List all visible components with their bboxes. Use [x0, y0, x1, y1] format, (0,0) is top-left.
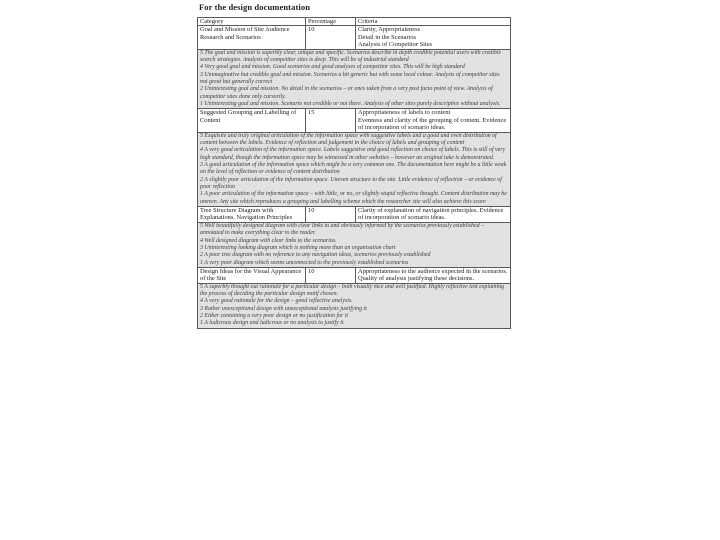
- grade-level-2: 2 A slightly poor articulation of the information space. Uneven structure to the site. Little evidence of reflection – or evidence of poor reflection: [200, 176, 502, 190]
- grade-level-3: 3 Rather unexceptional design with unexceptional analysis justifying it: [200, 305, 367, 312]
- grade-level-5: 5 The goal and mission is superbly clear, unique and specific. Scenarios describe in depth credible potential users with credible search strategies. Analysis of competitor sites is deep. This will be of industrial standard: [200, 49, 502, 63]
- grade-level-4: 4 Very good goal and mission. Good scenarios and good analyses of competitor sites. This will be high standard: [200, 64, 465, 71]
- section-category: Tree Structure Diagram with Explanations. Navigation Principles: [198, 207, 306, 223]
- grade-level-4: 4 A very good articulation of the information space. Labels suggestive and good reflection on choice of labels. This is still of very high standard, though the information space may be witnessed in other websites – however an original take is demonstrated.: [200, 147, 506, 161]
- criteria-line: Clarity of explanation of navigation principles. Evidence of incorporation of scenario ideas.: [358, 207, 504, 222]
- grade-level-2: 2 Uninteresting goal and mission. No detail in the scenarios – or ones taken from a very post facto point of view. Analysis of competitor sites done only cursorily.: [200, 86, 493, 100]
- section-category: Design Ideas for the Visual Appearance of the Site: [198, 267, 306, 283]
- section-percentage: 10: [306, 267, 356, 283]
- grade-level-4: 4 Well designed diagram with clear links to the scenarios.: [200, 237, 337, 244]
- grade-level-5: 5 A superbly thought out rationale for a particular design – both visually nice and well justified. Highly reflective text explaining the process of deciding the particular design motif chosen.: [200, 283, 505, 298]
- grade-level-3: 3 A good articulation of the information space which might be a very common one. The documentation here might be a little weak on the level of reflection or evidence of content distribution: [200, 161, 507, 176]
- section-row: [198, 109, 511, 132]
- section-category: Suggested Grouping and Labelling of Content: [198, 109, 306, 132]
- criteria-line: Analysis of Competitor Sites: [358, 41, 433, 49]
- grade-level-2: 2 A poor tree diagram with no reference to any navigation ideas, scenarios previously established: [200, 252, 431, 259]
- grade-descriptors: [198, 222, 511, 267]
- grade-level-1: 1 Uninteresting goal and mission. Scenario not credible or not there. Analysis of other sites purely descriptive without analysis.: [200, 101, 501, 108]
- grade-level-5: 5 Exquisite and truly original articulation of the information space with suggestive labels and a good and even distribution of content between the labels. Evidence of reflection and judgement in the choice of labels and grouping of content: [200, 132, 497, 146]
- header-category: Category: [198, 18, 306, 26]
- section-row: [198, 207, 511, 223]
- levels-row: [198, 222, 511, 267]
- grade-descriptors: [198, 283, 511, 328]
- section-category: Goal and Mission of Site Audience Research and Scenarios: [198, 26, 306, 49]
- header-criteria: Criteria: [356, 18, 511, 26]
- section-percentage: 10: [306, 26, 356, 49]
- grade-level-1: 1 A very poor diagram which seems unconnected to the previously established scenarios: [200, 259, 409, 266]
- section-criteria: [356, 207, 511, 223]
- grade-level-2: 2 Either containing a very poor design or no justification for it: [200, 313, 349, 320]
- criteria-line: Appropriateness to the audience expected in the scenarios. Quality of analysis justifying these decisions.: [358, 267, 508, 283]
- levels-row: [198, 283, 511, 328]
- grade-level-5: 5 Well beautifully designed diagram with clear links to and obviously informed by the scenarios previously established – annotated to make everything clear to the reader.: [200, 222, 485, 237]
- grade-level-4: 4 A very good rationale for the design – good reflective analysis.: [200, 298, 353, 305]
- criteria-line: Appropriateness of labels to content: [358, 109, 451, 117]
- grade-level-1: 1 A poor articulation of the information space – with little, or no, or slightly stupid reflective thought. Content distribution may be uneven. Any site which reproduces a grouping and labelling scheme which the researcher site will also achieve this score: [200, 191, 507, 205]
- document-title: For the design documentation: [199, 2, 311, 12]
- grade-level-1: 1 A ludicrous design and ludicrous or no analysis to justify it: [200, 320, 344, 327]
- section-criteria: [356, 267, 511, 283]
- rubric-table: [197, 17, 511, 329]
- levels-row: [198, 49, 511, 109]
- section-row: [198, 267, 511, 283]
- criteria-line: Clarity, Appropriateness: [358, 26, 421, 34]
- criteria-line: Evenness and clarity of the grouping of content. Evidence of incorporation of scenario ideas.: [358, 116, 507, 132]
- section-criteria: [356, 26, 511, 49]
- header-percentage: Percentage: [306, 18, 356, 26]
- section-criteria: [356, 109, 511, 132]
- grade-descriptors: [198, 132, 511, 206]
- grade-descriptors: [198, 49, 511, 109]
- grade-level-3: 3 Unimaginative but credible goal and mission. Scenarios a bit generic but with some local colour. Analysis of competitor sites not great but generally correct: [200, 71, 500, 85]
- levels-row: [198, 132, 511, 206]
- section-row: [198, 26, 511, 49]
- grade-level-3: 3 Uninteresting looking diagram which is nothing more than an organisation chart: [200, 244, 396, 251]
- header-row: [198, 18, 511, 26]
- section-percentage: 10: [306, 207, 356, 223]
- section-percentage: 15: [306, 109, 356, 132]
- criteria-line: Detail in the Scenarios: [358, 33, 417, 41]
